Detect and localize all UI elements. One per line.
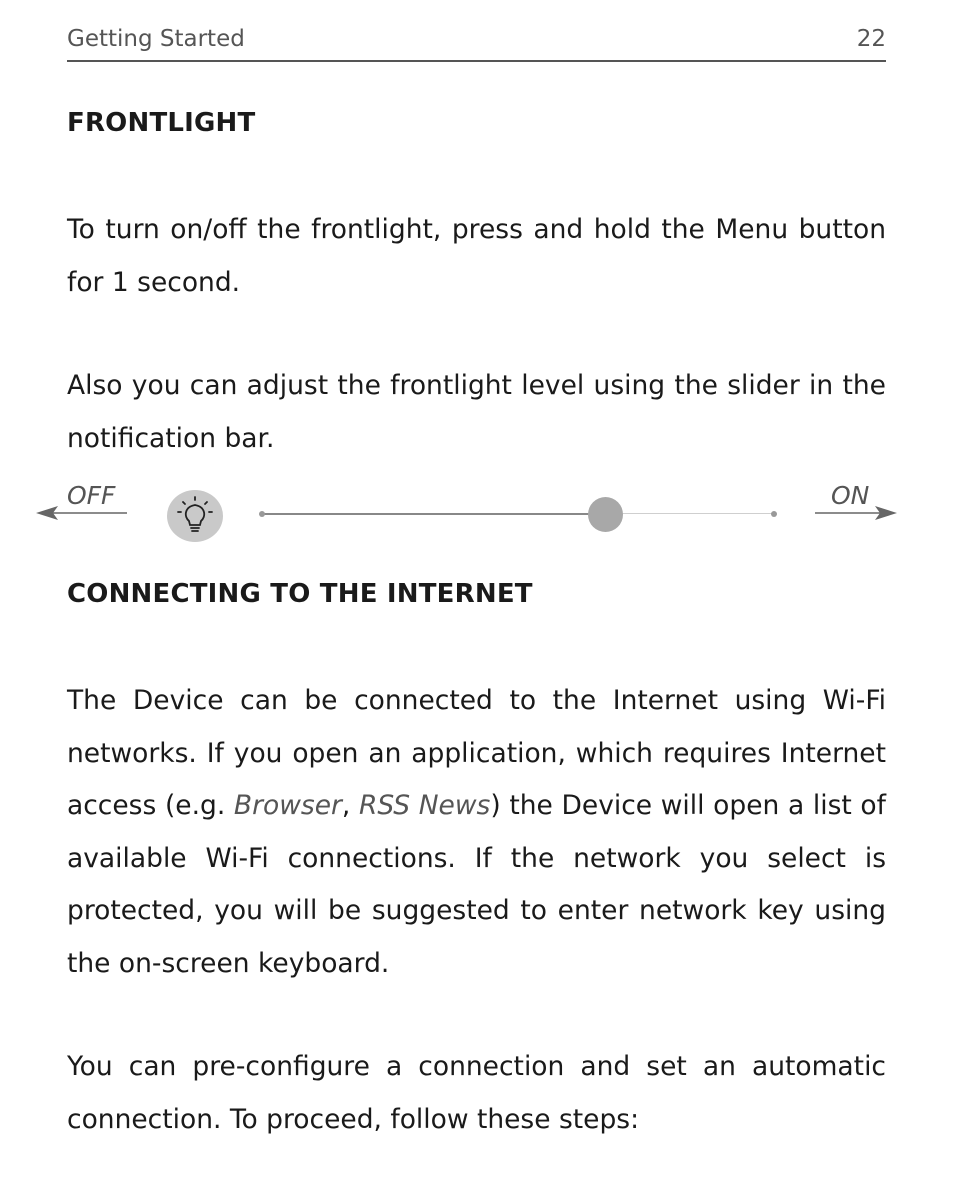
page-header	[67, 26, 886, 62]
slider-thumb[interactable]	[588, 497, 623, 532]
arrow-right-icon	[815, 505, 897, 521]
slider-min-dot	[259, 511, 265, 517]
app-name-rss-news: RSS News	[358, 790, 491, 821]
paragraph-text: The Device can be connected to the Internet using Wi-Fi networks. If you open an application, which requires Internet access (e.g.	[67, 685, 886, 821]
frontlight-slider-illustration	[0, 475, 954, 550]
frontlight-paragraph-toggle: To turn on/off the frontlight, press and hold the Menu button for 1 second.	[67, 214, 886, 298]
page-number: 22	[856, 26, 886, 52]
lightbulb-icon	[166, 489, 224, 543]
internet-paragraph-wifi	[67, 675, 886, 990]
internet-paragraph-preconfigure: You can pre-configure a connection and set an automatic connection. To proceed, follow these steps:	[67, 1051, 886, 1135]
slider-track-empty	[605, 513, 774, 514]
on-label: ON	[831, 481, 870, 510]
off-label: OFF	[67, 481, 116, 510]
section-title: Getting Started	[67, 26, 245, 52]
separator-text: ,	[341, 790, 359, 821]
frontlight-heading: FRONTLIGHT	[67, 108, 256, 138]
frontlight-paragraph-slider: Also you can adjust the frontlight level using the slider in the notification bar.	[67, 370, 886, 454]
app-name-browser: Browser	[233, 790, 342, 821]
paragraph-text: ) the Device will open a list of available Wi-Fi connections. If the network you select is protected, you will be suggested to enter network key using the on-screen keyboard.	[67, 790, 886, 979]
arrow-left-icon	[36, 505, 128, 521]
internet-heading: CONNECTING TO THE INTERNET	[67, 579, 533, 609]
slider-max-dot	[771, 511, 777, 517]
slider-track-filled	[262, 513, 605, 515]
